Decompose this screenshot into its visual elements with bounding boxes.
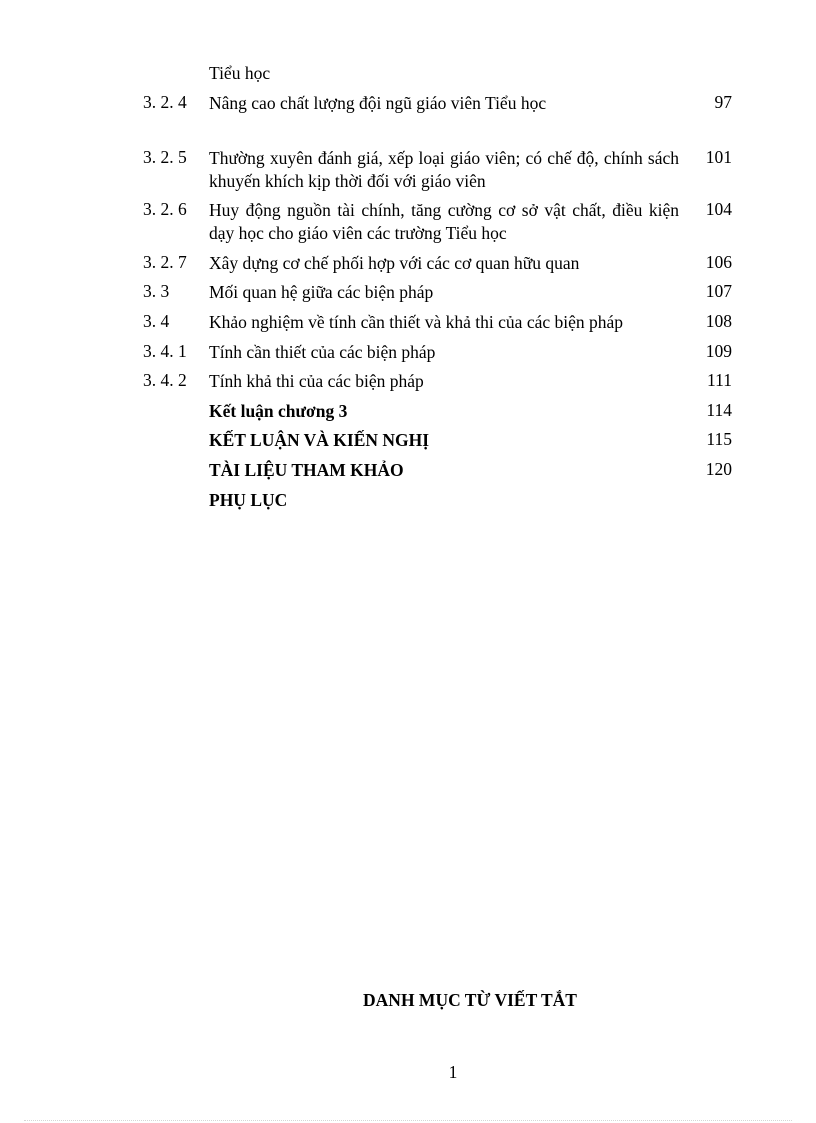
- toc-entry-number: 3. 4. 1: [143, 341, 187, 361]
- toc-entry-title: Tiểu học: [209, 63, 271, 83]
- toc-entry-number: 3. 4: [143, 311, 170, 331]
- toc-entry-title: Mối quan hệ giữa các biện pháp: [209, 282, 434, 302]
- abbreviations-heading: DANH MỤC TỪ VIẾT TẮT: [363, 990, 577, 1010]
- toc-entry-page: 106: [705, 252, 732, 272]
- toc-entry-page: 107: [705, 281, 732, 301]
- toc-entry-page: 109: [705, 341, 732, 361]
- toc-entry-page: 120: [705, 459, 732, 479]
- toc-entry-number: 3. 4. 2: [143, 370, 187, 390]
- toc-entry-page: 101: [705, 147, 732, 167]
- page-bottom-divider: [24, 1120, 792, 1121]
- toc-entry-number: 3. 2. 5: [143, 147, 187, 167]
- toc-entry-title: Nâng cao chất lượng đội ngũ giáo viên Tiểu học: [209, 93, 547, 113]
- toc-entry-page: 115: [706, 429, 732, 449]
- toc-entry-title: Khảo nghiệm về tính cần thiết và khả thi của các biện pháp: [209, 312, 624, 332]
- toc-entry-number: 3. 2. 4: [143, 92, 187, 112]
- toc-entry-number: 3. 3: [143, 281, 170, 301]
- toc-entry-title: Kết luận chương 3: [209, 401, 348, 421]
- page-number: 1: [448, 1062, 458, 1082]
- toc-entry-page: 111: [707, 370, 732, 390]
- toc-entry-number: 3. 2. 6: [143, 199, 187, 219]
- toc-entry-title: KẾT LUẬN VÀ KIẾN NGHỊ: [209, 430, 430, 450]
- toc-entry-title: Tính cần thiết của các biện pháp: [209, 342, 436, 362]
- toc-entry-page: 114: [706, 400, 732, 420]
- toc-entry-number: 3. 2. 7: [143, 252, 187, 272]
- toc-entry-title: Huy động nguồn tài chính, tăng cường cơ sở vật chất, điều kiện dạy học cho giáo viên các trường Tiểu học: [209, 200, 679, 243]
- toc-entry-title: TÀI LIỆU THAM KHẢO: [209, 460, 404, 480]
- toc-entry-page: 108: [705, 311, 732, 331]
- toc-entry-page: 97: [714, 92, 732, 112]
- toc-entry-page: 104: [705, 199, 732, 219]
- toc-entry-title: PHỤ LỤC: [209, 490, 288, 510]
- toc-entry-title: Xây dựng cơ chế phối hợp với các cơ quan hữu quan: [209, 253, 580, 273]
- toc-entry-title: Tính khả thi của các biện pháp: [209, 371, 424, 391]
- toc-entry-title: Thường xuyên đánh giá, xếp loại giáo viên; có chế độ, chính sách khuyến khích kịp thời đối với giáo viên: [209, 148, 679, 191]
